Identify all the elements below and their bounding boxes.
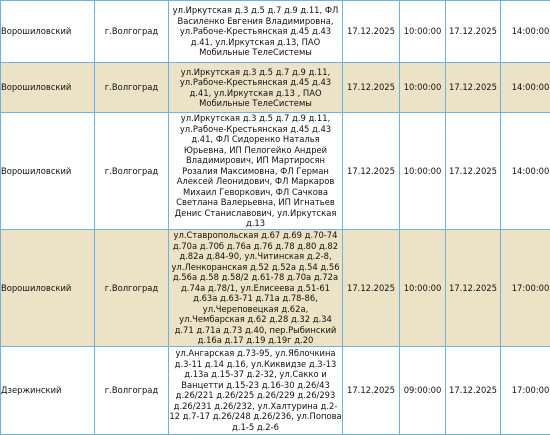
city-cell: г.Волгоград: [95, 113, 169, 230]
end-time-cell: 14:00:00: [501, 63, 550, 113]
district-cell: Дзержинский: [1, 346, 95, 434]
start-date-cell: 17.12.2025: [343, 230, 400, 347]
table-row: [1, 1, 550, 63]
addresses-cell: ул.Ангарская д.73-95, ул.Яблочкина д.3-11 д.14 д.16, ул.Киквидзе д.3-13 д.13а д.15-37 д.2-32, ул.Сакко и Ванцетти д.15-23 д.16-30 д.26/43 д.26/221 д.26/225 д.26/229 д.26/293 д.26/231 д.26/232, ул.Халтурина д.2-12 д.7-17 д.26/248 д.26/236, ул.Попова д.1-5 д.2-6: [169, 346, 343, 434]
end-time-cell: 17:00:00: [501, 346, 550, 434]
start-date-cell: 17.12.2025: [343, 346, 400, 434]
city-cell: г.Волгоград: [95, 230, 169, 347]
table-row: [1, 346, 550, 434]
start-date-cell: 17.12.2025: [343, 113, 400, 230]
end-date-cell: 17.12.2025: [446, 113, 501, 230]
start-time-cell: 10:00:00: [400, 230, 446, 347]
addresses-cell: ул.Иркутская д.3 д.5 д.7 д.9 д.11, ул.Рабоче-Крестьянская д.45 д.43 д.41, ул.Иркутская д.13 , ПАО Мобильные ТелеСистемы: [169, 63, 343, 113]
addresses-cell: ул.Ставропольская д.67 д.69 д.70-74 д.70а д.70б д.76а д.76 д.78 д.80 д.82 д.82а д.84-90, ул.Читинская д.2-8, ул.Ленкоранская д.52 д.52а д.54 д.56 д.56а д.58 д.58/2 д.61-78 д.70а д.72а д.74а д.78/1, ул.Елисеева д.51-61 д.63а д.63-71 д.71а д.78-86, ул.Череповецкая д.62а, ул.Чембарская д.62 д.28 д.32 д.34 д.71 д.71а д.73 д.40, пер.Рыбинский д.16а д.17 д.19 д.19г д.20: [169, 230, 343, 347]
end-date-cell: 17.12.2025: [446, 230, 501, 347]
city-cell: г.Волгоград: [95, 1, 169, 63]
city-cell: г.Волгоград: [95, 63, 169, 113]
start-date-cell: 17.12.2025: [343, 1, 400, 63]
start-date-cell: 17.12.2025: [343, 63, 400, 113]
district-cell: Ворошиловский: [1, 63, 95, 113]
end-time-cell: 14:00:00: [501, 1, 550, 63]
district-cell: Ворошиловский: [1, 230, 95, 347]
start-time-cell: 10:00:00: [400, 1, 446, 63]
end-time-cell: 17:00:00: [501, 230, 550, 347]
table-row: [1, 230, 550, 347]
table-row: [1, 113, 550, 230]
end-time-cell: 14:00:00: [501, 113, 550, 230]
district-cell: Ворошиловский: [1, 113, 95, 230]
district-cell: Ворошиловский: [1, 1, 95, 63]
end-date-cell: 17.12.2025: [446, 1, 501, 63]
end-date-cell: 17.12.2025: [446, 346, 501, 434]
end-date-cell: 17.12.2025: [446, 63, 501, 113]
city-cell: г.Волгоград: [95, 346, 169, 434]
table-row: [1, 63, 550, 113]
start-time-cell: 10:00:00: [400, 63, 446, 113]
start-time-cell: 09:00:00: [400, 346, 446, 434]
addresses-cell: ул.Иркутская д.3 д.5 д.7 д.9 д.11, ул.Рабоче-Крестьянская д.45 д.43 д.41, ФЛ Сидоренко Наталья Юрьевна, ИП Пелогейко Андрей Владимирович, ИП Мартиросян Розалия Максимовна, ФЛ Герман Алексей Леонидович, ФЛ Маркаров Михаил Геворкович, ФЛ Сачкова Светлана Валерьевна, ИП Игнатьев Денис Станиславович, ул.Иркутская д.13: [169, 113, 343, 230]
addresses-cell: ул.Иркутская д.3 д.5 д.7 д.9 д.11, ФЛ Василенко Евгения Владимировна, ул.Рабоче-Крестьянская д.45 д.43 д.41, ул.Иркутская д.13, ПАО Мобильные ТелеСистемы: [169, 1, 343, 63]
start-time-cell: 10:00:00: [400, 113, 446, 230]
